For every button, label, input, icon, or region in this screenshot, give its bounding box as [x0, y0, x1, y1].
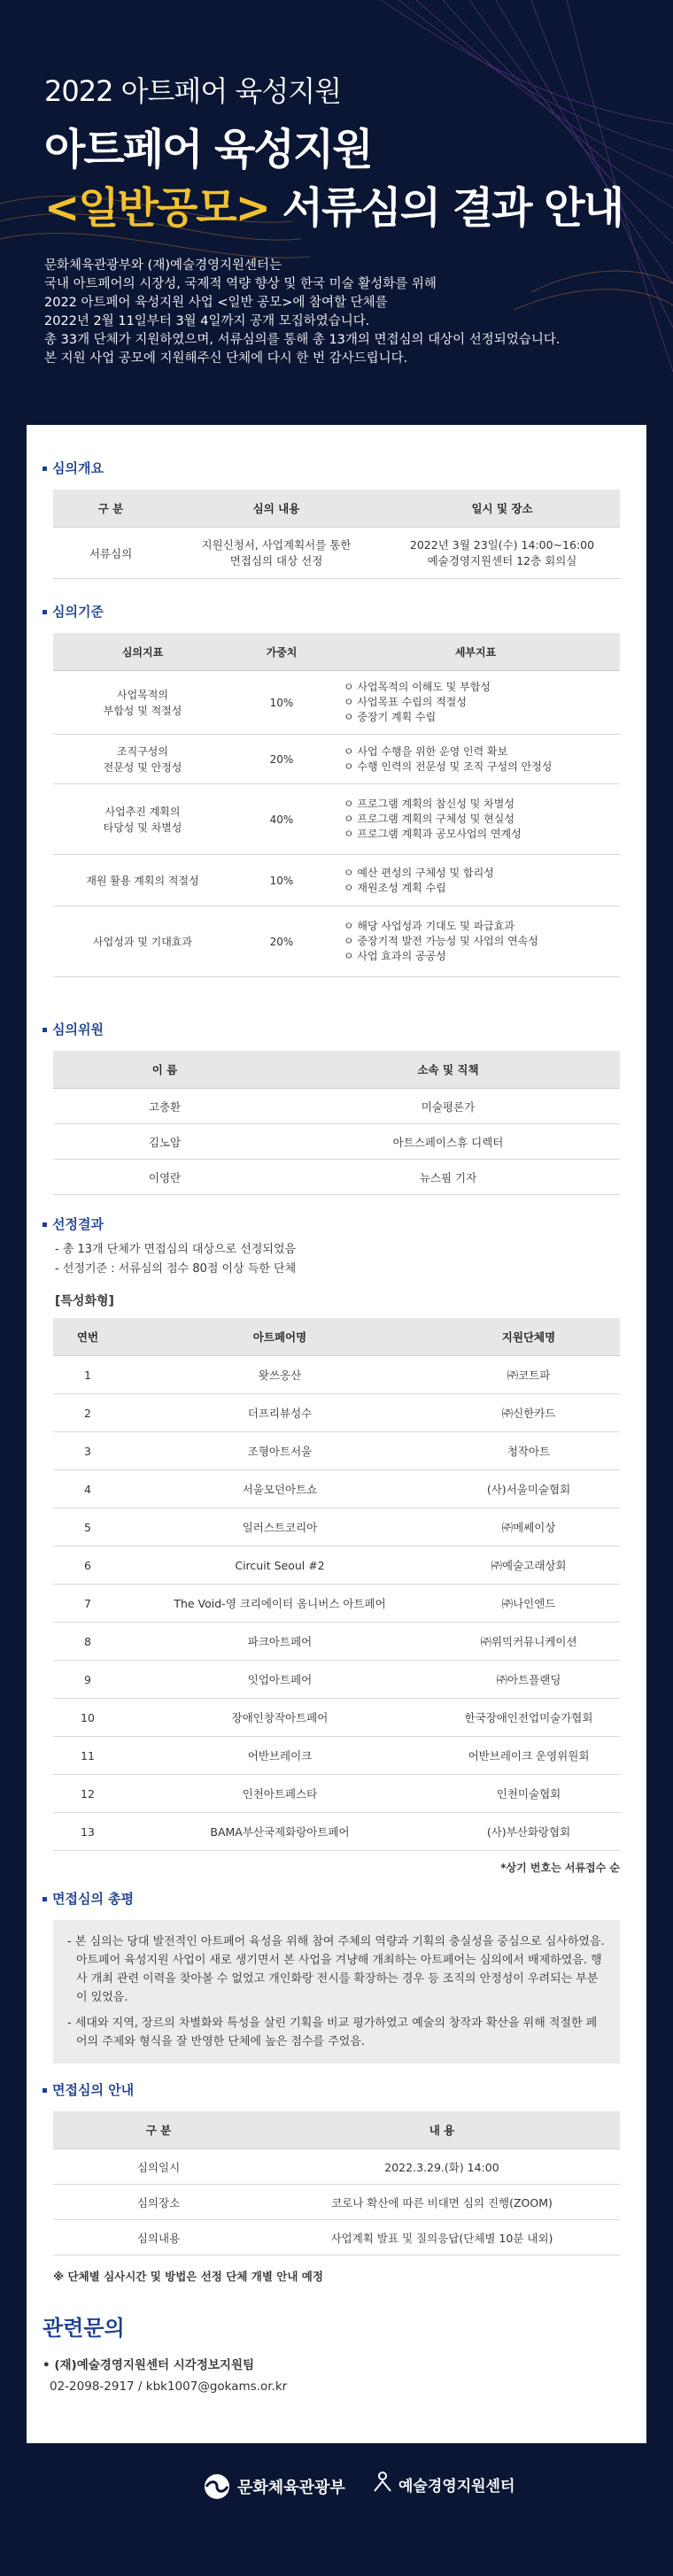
section-title: 면접심의 안내	[43, 2080, 620, 2099]
footer	[0, 2443, 673, 2576]
interview-table	[53, 2111, 620, 2256]
gokams-emblem-icon	[372, 2470, 393, 2498]
table-cell: 뉴스핌 기자	[276, 1160, 620, 1195]
table-cell: 재원 활용 계획의 적절성	[53, 855, 232, 906]
contact-title: 관련문의	[43, 2316, 125, 2341]
intro-line: 국내 아트페어의 시장성, 국제적 역량 향상 및 한국 미술 활성화를 위해	[44, 277, 437, 291]
column-header: 구 분	[53, 490, 168, 528]
table-row: 10 장애인창작아트페어 한국장애인전업미술가협회	[53, 1699, 620, 1737]
table-cell: ㅇ 사업목적의 이해도 및 부합성 ㅇ 사업목표 수립의 적절성 ㅇ 중장기 계획 수립	[331, 671, 620, 735]
table-row	[53, 1124, 620, 1160]
section-committee	[43, 1020, 620, 1195]
intro-line: 총 33개 단체가 지원하였으며, 서류심의를 통해 총 13개의 면접심의 대상이 선정되었습니다.	[44, 333, 561, 347]
table-cell: ㅇ 해당 사업성과 기대도 및 파급효과 ㅇ 중장기적 발전 가능성 및 사업의 연속성 ㅇ 사업 효과의 공공성	[331, 906, 620, 977]
table-row: 심의일시 2022.3.29.(화) 14:00	[53, 2149, 620, 2185]
hero-title: 아트페어 육성지원	[44, 125, 372, 174]
section-overview	[43, 459, 620, 579]
column-header: 구 분	[53, 2111, 264, 2149]
section-title: 심의기준	[43, 602, 620, 621]
list-item: - 총 13개 단체가 면접심의 대상으로 선정되었음	[55, 1243, 297, 1256]
column-header: 내 용	[264, 2111, 620, 2149]
intro-text	[44, 257, 646, 368]
table-cell: 10%	[232, 855, 331, 906]
table-row: 13 BAMA부산국제화랑아트페어 (사)부산화랑협회	[53, 1813, 620, 1851]
column-header: 지원단체명	[437, 1318, 620, 1356]
mcst-logo: 문화체육관광부	[204, 2473, 345, 2500]
contact-org: • (재)예술경영지원센터 시각정보지원팀	[43, 2358, 255, 2372]
column-header: 심의지표	[53, 633, 232, 671]
results-table	[53, 1318, 620, 1851]
interview-notice: ※ 단체별 심사시간 및 방법은 선정 단체 개별 안내 예정	[53, 2270, 323, 2283]
contact-info	[43, 2355, 287, 2397]
criteria-table	[53, 633, 620, 977]
list-item: - 선정기준 : 서류심의 점수 80점 이상 득한 단체	[55, 1262, 297, 1276]
table-row	[53, 906, 620, 977]
table-row: 심의내용 사업계획 발표 및 질의응답(단체별 10분 내외)	[53, 2220, 620, 2256]
intro-line: 2022 아트페어 육성지원 사업 <일반 공모>에 참여할 단체를	[44, 296, 388, 310]
column-header: 일시 및 장소	[384, 490, 620, 528]
table-cell: ㅇ 예산 편성의 구체성 및 합리성 ㅇ 재원조성 계획 수립	[331, 855, 620, 906]
intro-line: 본 지원 사업 공모에 지원해주신 단체에 다시 한 번 감사드립니다.	[44, 351, 408, 366]
table-cell: 20%	[232, 735, 331, 784]
table-cell: 김노암	[53, 1124, 276, 1160]
hero-title-rest: 서류심의 결과 안내	[268, 183, 623, 233]
table-cell: 2022년 3월 23일(수) 14:00~16:00 예술경영지원센터 12층 회의실	[384, 528, 620, 579]
table-row: 9 잇업아트페어 ㈜아트플랜딩	[53, 1661, 620, 1699]
section-title: 심의위원	[43, 1020, 620, 1038]
table-row: 11 어반브레이크 어반브레이크 운영위원회	[53, 1737, 620, 1775]
column-header: 가중치	[232, 633, 331, 671]
table-cell: ㅇ 프로그램 계획의 참신성 및 차별성 ㅇ 프로그램 계획의 구체성 및 현실성 ㅇ 프로그램 계획과 공모사업의 연계성	[331, 784, 620, 855]
section-criteria	[43, 602, 620, 977]
gokams-logo: 예술경영지원센터	[372, 2470, 514, 2498]
table-row	[53, 528, 620, 579]
table-cell: 사업목적의 부합성 및 적절성	[53, 671, 232, 735]
table-cell: 사업추진 계획의 타당성 및 차별성	[53, 784, 232, 855]
column-header: 연번	[53, 1318, 122, 1356]
section-title: 심의개요	[43, 459, 620, 477]
contact-line: 02-2098-2917 / kbk1007@gokams.or.kr	[50, 2379, 288, 2394]
review-box	[53, 1920, 620, 2063]
table-cell: 지원신청서, 사업계획서를 통한 면접심의 대상 선정	[168, 528, 384, 579]
table-cell: 이영란	[53, 1160, 276, 1195]
table-row: 4 서울모던아트쇼 (사)서울미술협회	[53, 1470, 620, 1508]
overview-table	[53, 490, 620, 579]
table-row	[53, 671, 620, 735]
table-row	[53, 784, 620, 855]
results-bullets	[55, 1240, 620, 1279]
column-header: 아트페어명	[122, 1318, 437, 1356]
mcst-emblem-icon	[204, 2473, 230, 2500]
column-header: 심의 내용	[168, 490, 384, 528]
table-cell: 20%	[232, 906, 331, 977]
table-row	[53, 855, 620, 906]
table-cell: ㅇ 사업 수행을 위한 운영 인력 확보 ㅇ 수행 인력의 전문성 및 조직 구성의 안정성	[331, 735, 620, 784]
column-header: 소속 및 직책	[276, 1051, 620, 1089]
table-cell: 미술평론가	[276, 1089, 620, 1124]
section-results	[43, 1215, 620, 1875]
intro-line: 2022년 2월 11일부터 3월 4일까지 공개 모집하였습니다.	[44, 314, 370, 328]
committee-table	[53, 1051, 620, 1195]
table-row	[53, 1089, 620, 1124]
table-row	[53, 735, 620, 784]
hero-title-line2	[44, 174, 623, 235]
table-row: 3 조형아트서울 청작아트	[53, 1432, 620, 1470]
hero-subtitle: 2022 아트페어 육성지원	[44, 74, 342, 108]
table-cell: 아트스페이스휴 디렉터	[276, 1124, 620, 1160]
table-row: 심의장소 코로나 확산에 따른 비대면 심의 진행(ZOOM)	[53, 2185, 620, 2220]
table-cell: 고충환	[53, 1089, 276, 1124]
table-row: 2 더프리뷰성수 ㈜신한카드	[53, 1394, 620, 1432]
results-subhead: [특성화형]	[55, 1294, 114, 1308]
intro-line: 문화체육관광부와 (재)예술경영지원센터는	[44, 258, 282, 273]
table-cell: 서류심의	[53, 528, 168, 579]
table-cell: 10%	[232, 671, 331, 735]
results-note: *상기 번호는 서류접수 순	[500, 1862, 620, 1874]
column-header: 세부지표	[331, 633, 620, 671]
table-row: 7 The Void-영 크리에이터 옴니버스 아트페어 ㈜나인엔드	[53, 1585, 620, 1623]
table-cell: 조직구성의 전문성 및 안정성	[53, 735, 232, 784]
hero-banner	[0, 0, 673, 425]
section-review	[43, 1889, 620, 2063]
table-row: 12 인천아트페스타 인천미술협회	[53, 1775, 620, 1813]
table-row: 6 Circuit Seoul #2 ㈜예술고래상회	[53, 1546, 620, 1585]
table-row	[53, 1160, 620, 1195]
section-interview	[43, 2080, 620, 2284]
table-row: 5 일러스트코리아 ㈜메쎄이상	[53, 1508, 620, 1546]
column-header: 이 름	[53, 1051, 276, 1089]
hero-title-highlight: <일반공모>	[44, 183, 269, 233]
section-title: 면접심의 총평	[43, 1889, 620, 1908]
table-cell: 40%	[232, 784, 331, 855]
table-row: 1 왓쓰옹산 ㈜코트파	[53, 1356, 620, 1394]
section-title: 선정결과	[43, 1215, 620, 1233]
content-card	[27, 425, 646, 2443]
table-row: 8 파크아트페어 ㈜위믹커뮤니케이션	[53, 1623, 620, 1661]
review-paragraph: - 세대와 지역, 장르의 차별화와 특성을 살린 기획을 비교 평가하였고 예술의 창작과 확산을 위해 적절한 페어의 주제와 형식을 잘 반영한 단체에 높은 점수를 주었음.	[67, 2017, 598, 2048]
table-cell: 사업성과 및 기대효과	[53, 906, 232, 977]
review-paragraph: - 본 심의는 당대 발전적인 아트페어 육성을 위해 참여 주체의 역량과 기획의 충실성을 중심으로 심사하였음. 아트페어 육성지원 사업이 새로 생기면서 본 사업을 겨냥해 개최하는 아트페어는 심의에서 배제하였음. 행사 개최 관련 이력을 찾아볼 수 없었고 개인화랑 전시를 확장하는 경우 등 조직의 안정성이 우려되는 부분이 있었음.	[67, 1935, 605, 2004]
